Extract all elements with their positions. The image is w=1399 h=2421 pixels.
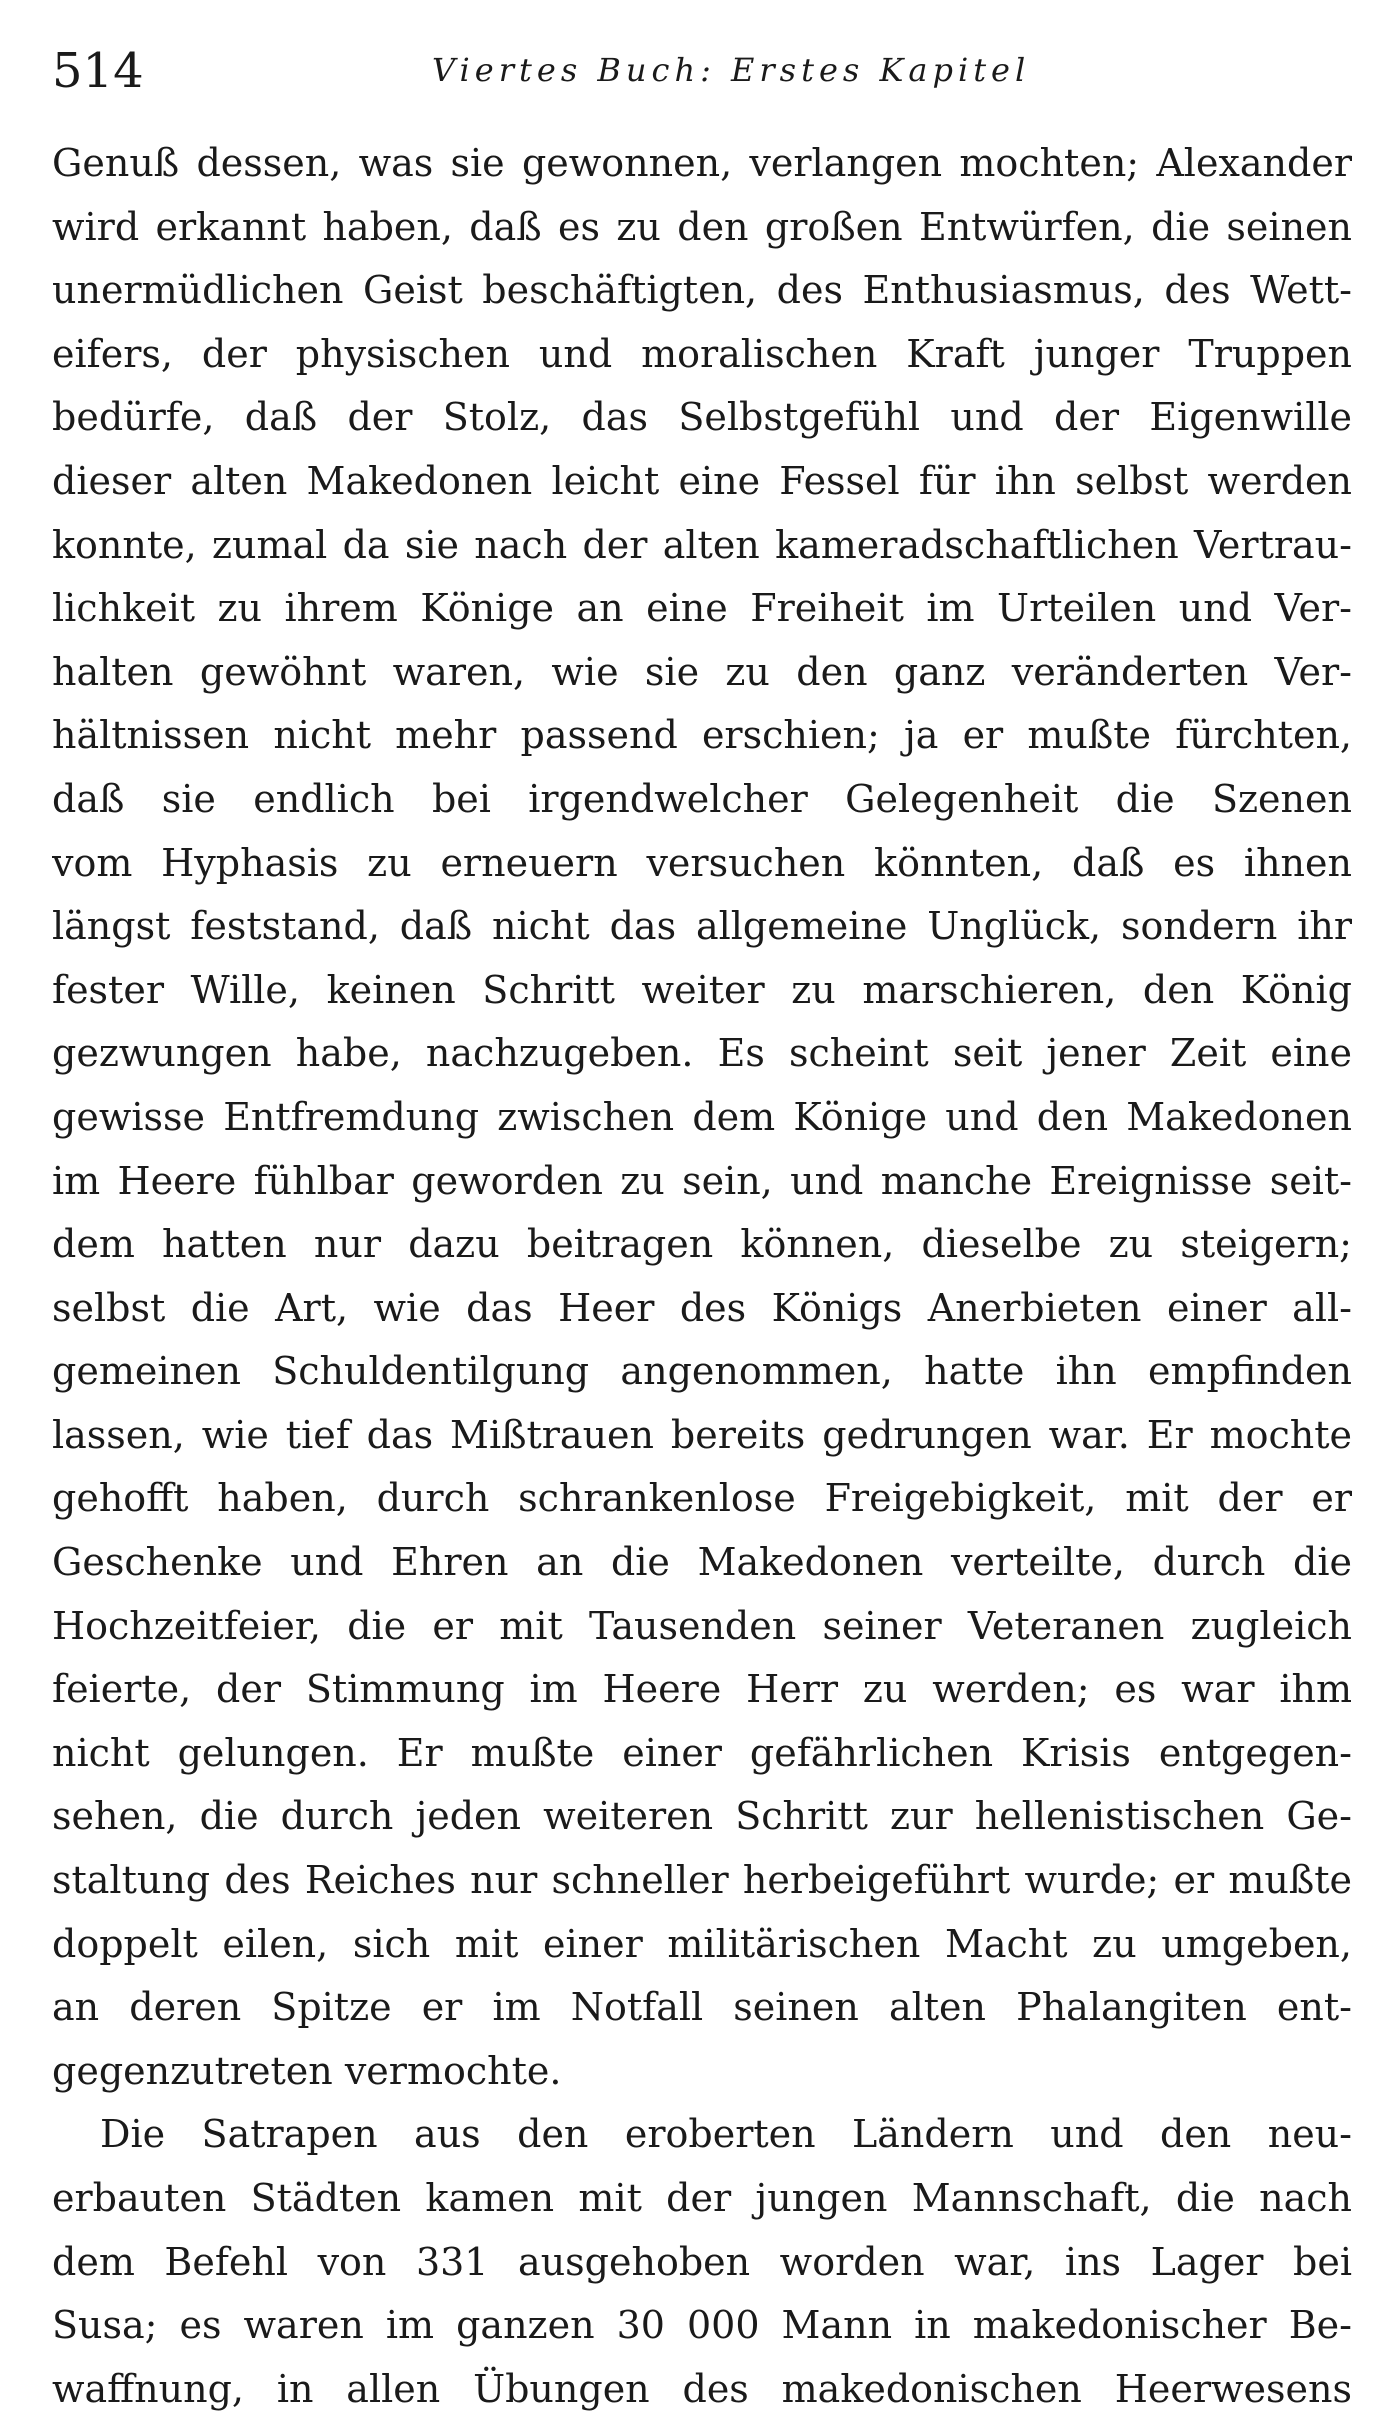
text-line: feierte, der Stimmung im Heere Herr zu werden; es war ihm bbox=[52, 1667, 1352, 1712]
body-text bbox=[52, 132, 1352, 2421]
text-line: an deren Spitze er im Notfall seinen alten Phalangiten ent- bbox=[52, 1985, 1352, 2030]
text-line: Hochzeitfeier, die er mit Tausenden seiner Veteranen zugleich bbox=[52, 1603, 1352, 1648]
text-line: eifers, der physischen und moralischen Kraft junger Truppen bbox=[52, 331, 1352, 376]
text-line: staltung des Reiches nur schneller herbeigeführt wurde; er mußte bbox=[52, 1858, 1352, 1903]
running-header bbox=[52, 36, 1342, 106]
text-line: gehofft haben, durch schrankenlose Freigebigkeit, mit der er bbox=[52, 1476, 1352, 1521]
text-line: erbauten Städten kamen mit der jungen Mannschaft, die nach bbox=[52, 2176, 1352, 2220]
text-line: gewisse Entfremdung zwischen dem Könige und den Makedonen bbox=[52, 1094, 1352, 1139]
text-line: bedürfe, daß der Stolz, das Selbstgefühl und der Eigenwille bbox=[52, 395, 1352, 440]
text-line: Die Satrapen aus den eroberten Ländern und den neu- bbox=[100, 2112, 1352, 2157]
text-line: selbst die Art, wie das Heer des Königs Anerbieten einer all- bbox=[52, 1285, 1352, 1330]
text-line: im Heere fühlbar geworden zu sein, und manche Ereignisse seit- bbox=[52, 1158, 1352, 1203]
text-line: nicht gelungen. Er mußte einer gefährlichen Krisis entgegen- bbox=[52, 1730, 1352, 1775]
text-line: gezwungen habe, nachzugeben. Es scheint seit jener Zeit eine bbox=[52, 1031, 1352, 1076]
text-line: gegenzutreten vermochte. bbox=[52, 2048, 562, 2093]
text-line: Susa; es waren im ganzen 30 000 Mann in makedonischer Be- bbox=[52, 2303, 1352, 2348]
text-line: wird erkannt haben, daß es zu den großen Entwürfen, die seinen bbox=[52, 204, 1352, 249]
text-line: lichkeit zu ihrem Könige an eine Freiheit im Urteilen und Ver- bbox=[52, 586, 1352, 631]
text-line: waffnung, in allen Übungen des makedonischen Heerwesens bbox=[52, 2366, 1352, 2411]
text-line: gemeinen Schuldentilgung angenommen, hatte ihn empfinden bbox=[52, 1349, 1352, 1394]
text-line: halten gewöhnt waren, wie sie zu den ganz veränderten Ver- bbox=[52, 649, 1352, 694]
text-line: dieser alten Makedonen leicht eine Fessel für ihn selbst werden bbox=[52, 458, 1352, 503]
text-line: doppelt eilen, sich mit einer militärischen Macht zu umgeben, bbox=[52, 1921, 1352, 1966]
text-line: hältnissen nicht mehr passend erschien; ja er mußte fürchten, bbox=[52, 713, 1352, 758]
text-line: sehen, die durch jeden weiteren Schritt zur hellenistischen Ge- bbox=[52, 1794, 1352, 1839]
paragraph bbox=[52, 132, 1352, 2103]
text-line: Genuß dessen, was sie gewonnen, verlangen mochten; Alexander bbox=[52, 141, 1352, 185]
running-title: Viertes Buch: Erstes Kapitel bbox=[432, 51, 1031, 89]
text-line: fester Wille, keinen Schritt weiter zu marschieren, den König bbox=[52, 967, 1352, 1012]
text-line: längst feststand, daß nicht das allgemeine Unglück, sondern ihr bbox=[52, 904, 1352, 949]
text-line: dem hatten nur dazu beitragen können, dieselbe zu steigern; bbox=[52, 1222, 1352, 1267]
text-line: unermüdlichen Geist beschäftigten, des Enthusiasmus, des Wett- bbox=[52, 268, 1352, 313]
text-line: daß sie endlich bei irgendwelcher Gelegenheit die Szenen bbox=[52, 776, 1352, 821]
page-number: 514 bbox=[52, 43, 144, 99]
text-line: dem Befehl von 331 ausgehoben worden war, ins Lager bei bbox=[52, 2239, 1352, 2284]
text-line: lassen, wie tief das Mißtrauen bereits gedrungen war. Er mochte bbox=[52, 1412, 1352, 1457]
text-line: Geschenke und Ehren an die Makedonen verteilte, durch die bbox=[52, 1540, 1352, 1585]
text-line: vom Hyphasis zu erneuern versuchen könnten, daß es ihnen bbox=[52, 840, 1352, 885]
text-line: konnte, zumal da sie nach der alten kameradschaftlichen Vertrau- bbox=[52, 522, 1352, 567]
paragraph bbox=[52, 2103, 1352, 2421]
